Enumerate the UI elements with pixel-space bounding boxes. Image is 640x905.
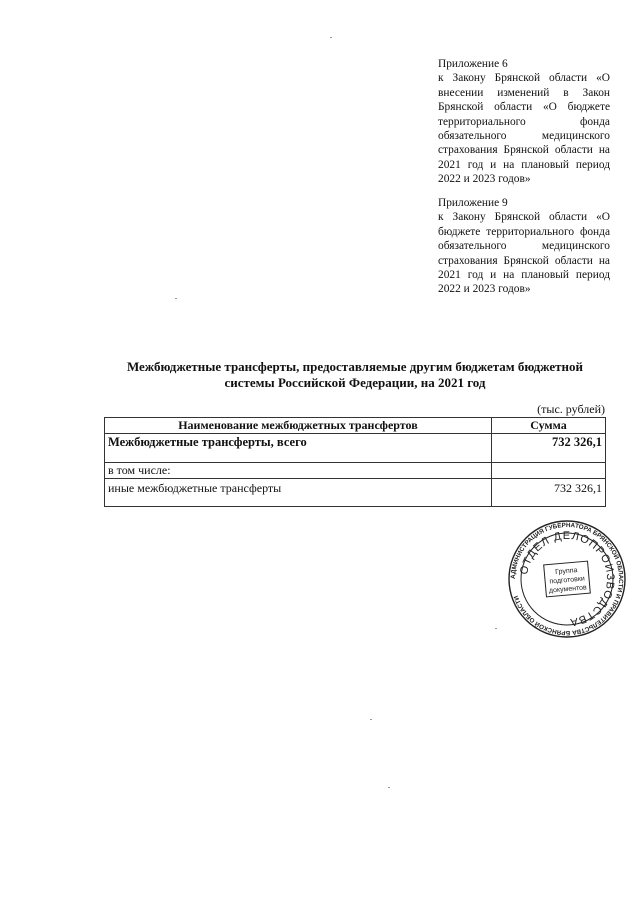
scan-speck	[370, 719, 372, 720]
table-row-including	[105, 463, 606, 479]
document-title: Межбюджетные трансферты, предоставляемые другим бюджетам бюджетной системы Российской Федерации, на 2021 год	[126, 359, 584, 390]
stamp-outer-text: АДМИНИСТРАЦИЯ ГУБЕРНАТОРА БРЯНСКОЙ ОБЛАСТИ И ПРАВИТЕЛЬСТВА БРЯНСКОЙ ОБЛАСТИ	[509, 521, 625, 637]
header-amount: Сумма	[491, 418, 605, 434]
scan-speck	[495, 628, 497, 629]
row-name: в том числе:	[105, 463, 492, 479]
office-stamp	[508, 520, 626, 638]
table-header-row	[105, 418, 606, 434]
row-name: иные межбюджетные трансферты	[105, 479, 492, 507]
stamp-center-line2: подготовки	[549, 575, 586, 586]
transfers-table	[104, 417, 606, 507]
annex-6-title: Приложение 6	[438, 58, 508, 70]
annex-6-text: к Закону Брянской области «О внесении изменений в Закон Брянской области «О бюджете территориального фонда обязательного медицинского страхования Брянской области на 2021 год и на плановый период 2022 и 2023 годов»	[438, 72, 610, 186]
row-amount	[491, 463, 605, 479]
row-name: Межбюджетные трансферты, всего	[105, 434, 492, 463]
stamp-center-line1: Группа	[554, 567, 578, 576]
annex-6-block	[438, 57, 610, 187]
header-name: Наименование межбюджетных трансфертов	[105, 418, 492, 434]
scan-speck	[330, 37, 332, 38]
row-amount: 732 326,1	[491, 479, 605, 507]
row-amount: 732 326,1	[491, 434, 605, 463]
annex-9-text: к Закону Брянской области «О бюджете территориального фонда обязательного медицинского страхования Брянской области на 2021 год и на плановый период 2022 и 2023 годов»	[438, 211, 610, 296]
units-label: (тыс. рублей)	[537, 402, 605, 416]
scan-speck	[388, 787, 390, 788]
table-row-other-transfers	[105, 479, 606, 507]
stamp-center-line3: документов	[548, 584, 588, 595]
stamp-inner-text: ОТДЕЛ ДЕЛОПРОИЗВОДСТВА	[518, 529, 617, 629]
table-row-total	[105, 434, 606, 463]
scan-speck	[175, 298, 177, 299]
annex-9-block	[438, 196, 610, 297]
annex-9-title: Приложение 9	[438, 197, 508, 209]
